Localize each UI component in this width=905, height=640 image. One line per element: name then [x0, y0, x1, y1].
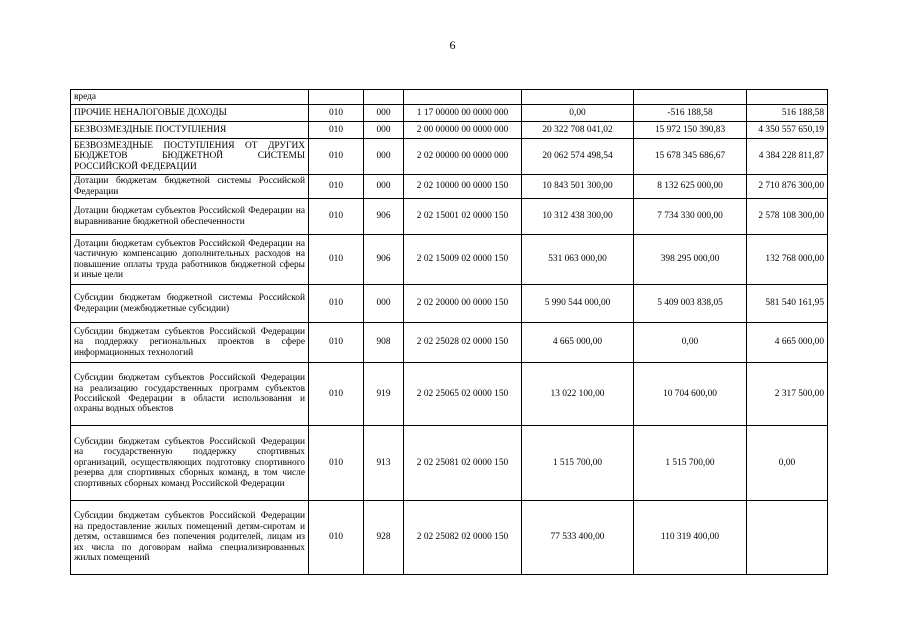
row-actual-amount: 8 132 625 000,00: [634, 175, 747, 199]
row-admin-code: 010: [309, 139, 364, 175]
row-admin-code: [309, 90, 364, 105]
row-sub-code: 906: [364, 235, 404, 285]
row-kbk-code: 2 00 00000 00 0000 000: [404, 122, 522, 139]
row-name: ПРОЧИЕ НЕНАЛОГОВЫЕ ДОХОДЫ: [71, 105, 309, 122]
row-kbk-code: 2 02 25028 02 0000 150: [404, 323, 522, 363]
row-diff-amount: 516 188,58: [747, 105, 828, 122]
table-row: [71, 139, 828, 175]
row-kbk-code: 2 02 15001 02 0000 150: [404, 199, 522, 235]
row-kbk-code: 2 02 15009 02 0000 150: [404, 235, 522, 285]
table-row: [71, 90, 828, 105]
row-diff-amount: 2 710 876 300,00: [747, 175, 828, 199]
row-plan-amount: 13 022 100,00: [522, 363, 634, 426]
table-row: [71, 323, 828, 363]
row-plan-amount: [522, 90, 634, 105]
row-admin-code: 010: [309, 199, 364, 235]
row-admin-code: 010: [309, 105, 364, 122]
row-name: Дотации бюджетам субъектов Российской Федерации на частичную компенсацию дополнительных расходов на повышение оплаты труда работников бюджетной сферы и иные цели: [71, 235, 309, 285]
row-actual-amount: 110 319 400,00: [634, 501, 747, 575]
row-sub-code: 000: [364, 122, 404, 139]
row-kbk-code: 2 02 25065 02 0000 150: [404, 363, 522, 426]
row-actual-amount: 0,00: [634, 323, 747, 363]
row-sub-code: 000: [364, 105, 404, 122]
table-row: [71, 105, 828, 122]
row-plan-amount: 77 533 400,00: [522, 501, 634, 575]
row-kbk-code: 1 17 00000 00 0000 000: [404, 105, 522, 122]
row-sub-code: 000: [364, 285, 404, 323]
table-row: [71, 199, 828, 235]
row-name: Субсидии бюджетам субъектов Российской Федерации на предоставление жилых помещений детям-сиротам и детям, оставшимся без попечения родителей, лицам из их числа по договорам найма специализированных жилых помещений: [71, 501, 309, 575]
row-plan-amount: 1 515 700,00: [522, 426, 634, 501]
row-kbk-code: 2 02 10000 00 0000 150: [404, 175, 522, 199]
row-admin-code: 010: [309, 235, 364, 285]
row-diff-amount: [747, 501, 828, 575]
row-actual-amount: [634, 90, 747, 105]
page-number: 6: [449, 38, 456, 52]
row-sub-code: 906: [364, 199, 404, 235]
row-actual-amount: 15 972 150 390,83: [634, 122, 747, 139]
row-diff-amount: 2 317 500,00: [747, 363, 828, 426]
row-admin-code: 010: [309, 426, 364, 501]
row-admin-code: 010: [309, 323, 364, 363]
row-sub-code: [364, 90, 404, 105]
row-name: Субсидии бюджетам бюджетной системы Российской Федерации (межбюджетные субсидии): [71, 285, 309, 323]
row-plan-amount: 20 322 708 041,02: [522, 122, 634, 139]
budget-table: [70, 89, 828, 575]
row-diff-amount: 581 540 161,95: [747, 285, 828, 323]
row-diff-amount: 4 350 557 650,19: [747, 122, 828, 139]
row-sub-code: 928: [364, 501, 404, 575]
row-kbk-code: 2 02 25081 02 0000 150: [404, 426, 522, 501]
row-sub-code: 913: [364, 426, 404, 501]
row-sub-code: 000: [364, 175, 404, 199]
row-diff-amount: [747, 90, 828, 105]
row-sub-code: 000: [364, 139, 404, 175]
row-plan-amount: 531 063 000,00: [522, 235, 634, 285]
row-actual-amount: 10 704 600,00: [634, 363, 747, 426]
table-row: [71, 363, 828, 426]
row-name: вреда: [71, 90, 309, 105]
row-plan-amount: 20 062 574 498,54: [522, 139, 634, 175]
row-actual-amount: 7 734 330 000,00: [634, 199, 747, 235]
row-diff-amount: 132 768 000,00: [747, 235, 828, 285]
row-admin-code: 010: [309, 363, 364, 426]
row-plan-amount: 10 312 438 300,00: [522, 199, 634, 235]
row-name: Субсидии бюджетам субъектов Российской Федерации на поддержку региональных проектов в сфере информационных технологий: [71, 323, 309, 363]
row-kbk-code: 2 02 20000 00 0000 150: [404, 285, 522, 323]
row-name: Субсидии бюджетам субъектов Российской Федерации на государственную поддержку спортивных организаций, осуществляющих подготовку спортивного резерва для спортивных сборных команд, в том числе спортивных сборных команд Российской Федерации: [71, 426, 309, 501]
row-name: Субсидии бюджетам субъектов Российской Федерации на реализацию государственных программ субъектов Российской Федерации в области использования и охраны водных объектов: [71, 363, 309, 426]
table-row: [71, 122, 828, 139]
row-diff-amount: 0,00: [747, 426, 828, 501]
row-name: БЕЗВОЗМЕЗДНЫЕ ПОСТУПЛЕНИЯ ОТ ДРУГИХ БЮДЖЕТОВ БЮДЖЕТНОЙ СИСТЕМЫ РОССИЙСКОЙ ФЕДЕРАЦИИ: [71, 139, 309, 175]
row-plan-amount: 0,00: [522, 105, 634, 122]
row-actual-amount: 398 295 000,00: [634, 235, 747, 285]
row-actual-amount: 1 515 700,00: [634, 426, 747, 501]
row-plan-amount: 10 843 501 300,00: [522, 175, 634, 199]
table-row: [71, 175, 828, 199]
row-diff-amount: 4 665 000,00: [747, 323, 828, 363]
row-actual-amount: -516 188,58: [634, 105, 747, 122]
row-kbk-code: 2 02 00000 00 0000 000: [404, 139, 522, 175]
row-plan-amount: 5 990 544 000,00: [522, 285, 634, 323]
row-name: Дотации бюджетам бюджетной системы Российской Федерации: [71, 175, 309, 199]
table-row: [71, 426, 828, 501]
row-sub-code: 908: [364, 323, 404, 363]
table-row: [71, 285, 828, 323]
row-kbk-code: 2 02 25082 02 0000 150: [404, 501, 522, 575]
row-admin-code: 010: [309, 175, 364, 199]
row-kbk-code: [404, 90, 522, 105]
row-plan-amount: 4 665 000,00: [522, 323, 634, 363]
table-row: [71, 501, 828, 575]
row-admin-code: 010: [309, 122, 364, 139]
row-actual-amount: 5 409 003 838,05: [634, 285, 747, 323]
row-sub-code: 919: [364, 363, 404, 426]
row-diff-amount: 2 578 108 300,00: [747, 199, 828, 235]
row-name: Дотации бюджетам субъектов Российской Федерации на выравнивание бюджетной обеспеченности: [71, 199, 309, 235]
table-row: [71, 235, 828, 285]
row-name: БЕЗВОЗМЕЗДНЫЕ ПОСТУПЛЕНИЯ: [71, 122, 309, 139]
row-admin-code: 010: [309, 285, 364, 323]
row-admin-code: 010: [309, 501, 364, 575]
row-actual-amount: 15 678 345 686,67: [634, 139, 747, 175]
row-diff-amount: 4 384 228 811,87: [747, 139, 828, 175]
